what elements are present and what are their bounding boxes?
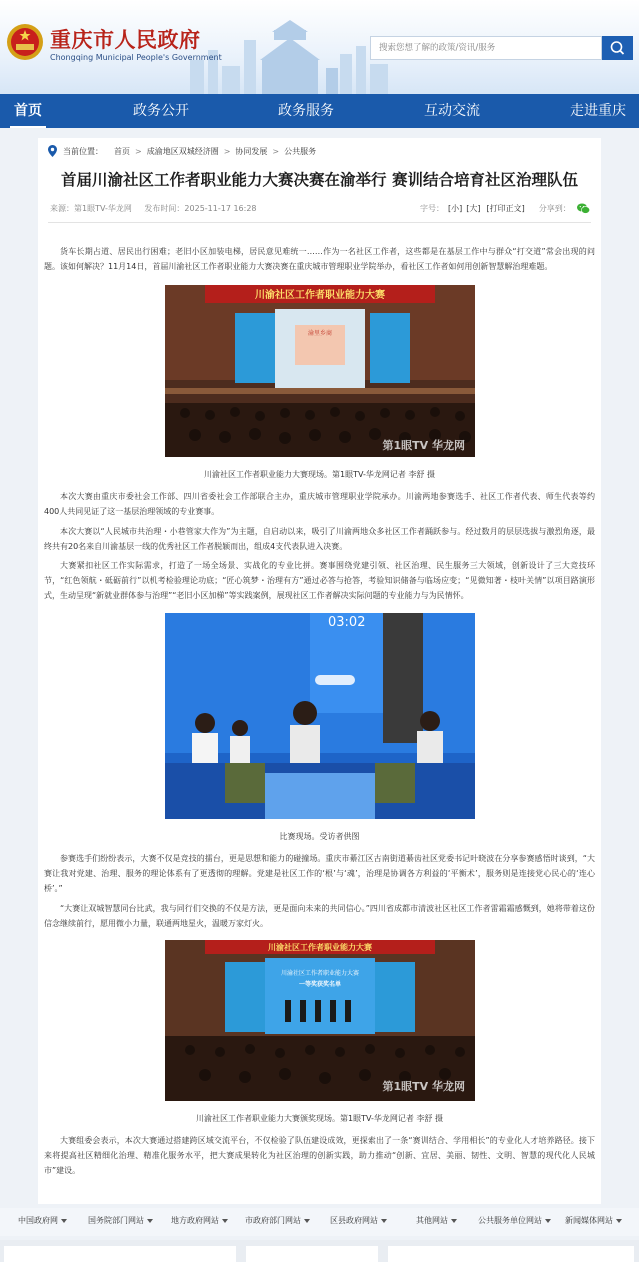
photo-caption-3: 川渝社区工作者职业能力大赛颁奖现场。第1眼TV-华龙网记者 李舒 摄 [196, 1114, 443, 1123]
footer-link-label: 地方政府网站 [171, 1216, 219, 1225]
footer-link-local-gov[interactable] [171, 1215, 228, 1226]
chevron-down-icon [451, 1219, 457, 1223]
chevron-down-icon [304, 1219, 310, 1223]
photo-screen-title: 川渝社区工作者职业能力大赛 [280, 970, 360, 977]
article-photo-1 [165, 285, 475, 457]
footer-block [246, 1246, 378, 1262]
site-header [0, 0, 639, 94]
footer-link-label: 新闻媒体网站 [565, 1216, 613, 1225]
nav-about-chongqing[interactable]: 走进重庆 [570, 103, 626, 119]
photo-timer-text: 03:02 [328, 615, 366, 630]
font-small-button[interactable]: [小] [448, 204, 463, 213]
footer-link-label: 国务院部门网站 [88, 1216, 144, 1225]
breadcrumb-separator: > [135, 146, 142, 156]
footer-block [4, 1246, 236, 1262]
search-icon [602, 36, 633, 60]
article-paragraph: “大赛让双城智慧同台比武，我与同行们交换的不仅是方法，更是面向未来的共同信心。”四川省成都市清波社区社区工作者雷霜霜感慨到，她将带着这份信念继续前行，愿用微小力量，联通两地星火，温暖万家灯火。 [44, 904, 595, 928]
article-published: 发布时间：2025-11-17 16:28 [144, 204, 257, 213]
contestants-photo [165, 613, 475, 819]
share-label: 分享到： [538, 204, 571, 213]
breadcrumb-prefix: 当前位置： [63, 146, 103, 156]
photo-watermark: 第1眼TV 华龙网 [382, 439, 465, 452]
chevron-down-icon [616, 1219, 622, 1223]
article-meta [50, 203, 257, 214]
footer-link-state-council[interactable] [88, 1215, 153, 1226]
photo-watermark: 第1眼TV 华龙网 [382, 1080, 465, 1093]
footer-link-label: 中国政府网 [18, 1216, 58, 1225]
contest-stage-photo [165, 285, 475, 457]
photo-banner-text: 川渝社区工作者职业能力大赛 [268, 943, 372, 952]
nav-active-indicator [10, 126, 46, 128]
article-paragraph: 本次大赛由重庆市委社会工作部、四川省委社会工作部联合主办，重庆城市管理职业学院承办。川渝两地参赛选手、社区工作者代表、师生代表等约400人共同见证了这一基层治理领域的专业赛事。 [44, 492, 595, 516]
chevron-down-icon [545, 1219, 551, 1223]
breadcrumb [48, 145, 321, 157]
chevron-down-icon [381, 1219, 387, 1223]
breadcrumb-home[interactable]: 首页 [114, 146, 130, 156]
article-paragraph: 大赛紧扣社区工作实际需求，打造了一场全场景、实战化的专业比拼。赛事围绕党建引领、社区治理、民生服务三大领域，创新设计了三大竞技环节，“红色领航・砥砺前行”以机考检验理论功底；“匠心筑梦・治理有方”通过必答与抢答，考验知识储备与临场应变；“见微知著・枝叶关情”以项目路演形式，生动呈现“新就业群体参与治理”“老旧小区加梯”等实践案例，展现社区工作者解决实际问题的专业能力与为民情怀。 [44, 561, 595, 600]
footer-link-news-media[interactable] [565, 1215, 622, 1226]
nav-home[interactable]: 首页 [14, 103, 42, 119]
font-size-label: 字号： [420, 204, 444, 213]
breadcrumb-public-service[interactable]: 公共服务 [284, 146, 317, 156]
footer-link-label: 市政府部门网站 [245, 1216, 301, 1225]
footer-link-city-departments[interactable] [245, 1215, 310, 1226]
chevron-down-icon [222, 1219, 228, 1223]
article-paragraph: 参赛选手们纷纷表示，大赛不仅是竞技的擂台，更是思想和能力的碰撞场。重庆市綦江区古南街道綦齿社区党委书记叶晓波在分享参赛感悟时谈到，“大赛让我对党建、治理、服务的理论体系有了更透彻的理解。党建是社区工作的‘根’与‘魂’，治理是协调各方利益的‘平衡术’，服务则是连接党心民心的‘连心桥’。” [44, 854, 595, 893]
nav-government-services[interactable]: 政务服务 [278, 103, 334, 119]
footer-link-label: 其他网站 [416, 1216, 448, 1225]
location-pin-icon [48, 145, 57, 157]
article-photo-2 [165, 613, 475, 819]
chevron-down-icon [147, 1219, 153, 1223]
article-paragraph: 大赛组委会表示，本次大赛通过搭建跨区域交流平台，不仅检验了队伍建设成效，更探索出了一条“赛训结合、学用相长”的专业化人才培养路径。接下来将提高社区精细化治理、精准化服务水平，把大赛成果转化为社区治理的创新实践，助力推动“创新、宜居、美丽、韧性、文明、智慧的现代化人民城市”建设。 [44, 1136, 595, 1175]
search-input[interactable]: 搜索您想了解的政策/资讯/服务 [370, 36, 602, 60]
main-nav [0, 94, 639, 128]
print-button[interactable]: [打印正文] [486, 204, 525, 213]
photo-caption-2: 比赛现场。受访者供图 [279, 832, 360, 841]
wechat-share-icon[interactable] [577, 203, 590, 214]
breadcrumb-separator: > [272, 146, 280, 156]
footer-link-public-service[interactable] [478, 1215, 551, 1226]
chevron-down-icon [61, 1219, 67, 1223]
photo-screen-text: 渝里乡商 [307, 330, 333, 337]
footer-qr-block [388, 1246, 634, 1262]
breadcrumb-separator: > [223, 146, 231, 156]
site-subtitle: Chongqing Municipal People's Government [50, 53, 222, 62]
footer-link-other-sites[interactable] [416, 1215, 457, 1226]
footer-link-district-gov[interactable] [330, 1215, 387, 1226]
footer-link-central-gov[interactable] [18, 1215, 67, 1226]
photo-screen-subtitle: 一等奖获奖名单 [298, 981, 342, 988]
font-large-button[interactable]: [大] [466, 204, 481, 213]
photo-caption-1: 川渝社区工作者职业能力大赛现场。第1眼TV-华龙网记者 李舒 摄 [204, 470, 435, 479]
national-emblem-icon [6, 22, 44, 62]
award-ceremony-photo [165, 940, 475, 1101]
article-tools [420, 203, 590, 214]
breadcrumb-chengyu[interactable]: 成渝地区双城经济圈 [146, 146, 219, 156]
footer-link-label: 公共服务单位网站 [478, 1216, 542, 1225]
search-button[interactable] [602, 36, 633, 60]
nav-government-affairs[interactable]: 政务公开 [133, 103, 189, 119]
photo-banner-text: 川渝社区工作者职业能力大赛 [255, 290, 385, 301]
breadcrumb-coordination[interactable]: 协同发展 [235, 146, 268, 156]
article-title: 首届川渝社区工作者职业能力大赛决赛在渝举行 赛训结合培育社区治理队伍 [61, 171, 578, 189]
nav-interaction[interactable]: 互动交流 [424, 103, 480, 119]
article-paragraph: 本次大赛以“人民城市共治理・小巷管家大作为”为主题，自启动以来，吸引了川渝两地众多社区工作者踊跃参与。经过数月的层层选拔与激烈角逐，最终共有20名来自川渝基层一线的优秀社区工作者脱颖而出，组成4支代表队进入决赛。 [44, 527, 595, 551]
meta-divider [48, 222, 591, 223]
article-source: 来源：第1眼TV-华龙网 [50, 204, 132, 213]
article-paragraph: 货车长期占道、居民出行困难；老旧小区加装电梯，居民意见难统一……作为一名社区工作者，这些都是在基层工作中与群众“打交道”常会出现的问题。该如何解决？11月14日，首届川渝社区工作者职业能力大赛决赛在重庆城市管理职业学院举办，看社区工作者如何用创新智慧解治理难题。 [44, 247, 595, 271]
article-photo-3 [165, 940, 475, 1101]
site-title[interactable]: 重庆市人民政府 [50, 28, 201, 52]
footer-link-label: 区县政府网站 [330, 1216, 378, 1225]
